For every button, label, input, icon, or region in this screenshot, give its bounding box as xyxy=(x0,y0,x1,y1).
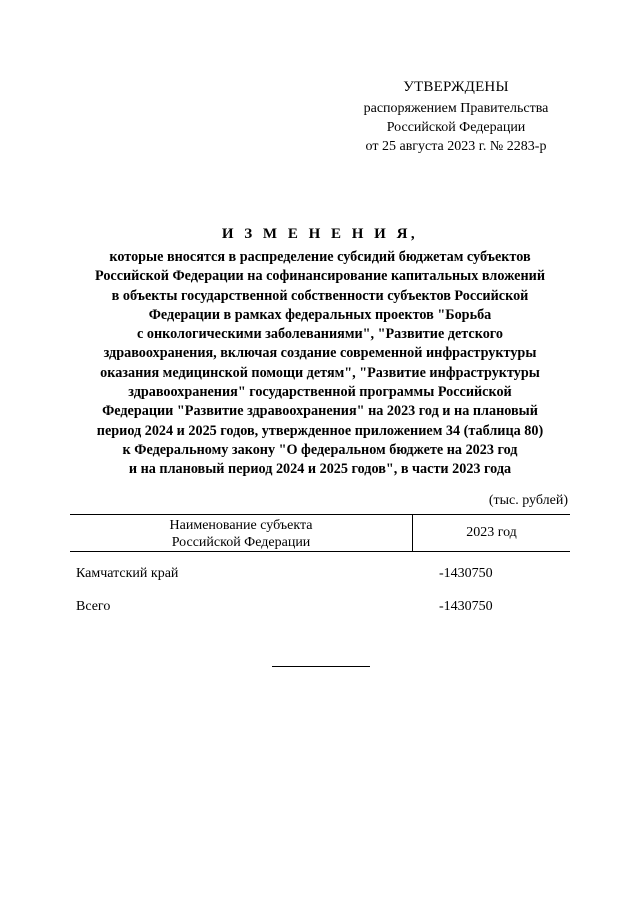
header-region-line-1: Наименование субъекта xyxy=(169,518,313,533)
document-subtitle xyxy=(60,248,580,480)
subsidy-table xyxy=(70,514,570,552)
table-row-total xyxy=(70,598,570,616)
row-total-value: -1430750 xyxy=(439,599,493,614)
end-separator xyxy=(272,666,370,667)
approval-line-2: Российской Федерации xyxy=(386,120,526,135)
approval-heading: УТВЕРЖДЕНЫ xyxy=(403,79,509,95)
approval-line-3: от 25 августа 2023 г. № 2283-р xyxy=(365,139,547,154)
subtitle-line: период 2024 и 2025 годов, утвержденное приложением 34 (таблица 80) xyxy=(96,422,544,439)
subtitle-line: Федерации "Развитие здравоохранения" на 2023 год и на плановый xyxy=(102,403,538,420)
table-header xyxy=(70,514,570,552)
row-value: -1430750 xyxy=(439,566,493,581)
document-title: И З М Е Н Е Н И Я, xyxy=(221,226,419,242)
subtitle-line: с онкологическими заболеваниями", "Развитие детского xyxy=(137,326,503,343)
subtitle-line: к Федеральному закону "О федеральном бюджете на 2023 год xyxy=(122,441,518,458)
subtitle-line: которые вносятся в распределение субсидий бюджетам субъектов xyxy=(109,249,531,265)
table-row xyxy=(70,565,570,583)
approval-line-1: распоряжением Правительства xyxy=(363,101,549,116)
subtitle-line: Российской Федерации на софинансирование капитальных вложений xyxy=(95,268,545,285)
subtitle-line: в объекты государственной собственности субъектов Российской xyxy=(111,287,529,304)
subtitle-line: и на плановый период 2024 и 2025 годов", в части 2023 года xyxy=(128,461,512,478)
row-region-name: Камчатский край xyxy=(76,566,179,581)
subtitle-line: оказания медицинской помощи детям", "Развитие инфраструктуры xyxy=(100,364,540,381)
header-region-line-2: Российской Федерации xyxy=(171,535,311,550)
header-year: 2023 год xyxy=(466,525,517,540)
subtitle-line: Федерации в рамках федеральных проектов "Борьба xyxy=(148,306,492,323)
approval-block xyxy=(346,78,566,156)
subtitle-line: здравоохранения" государственной программы Российской xyxy=(128,384,512,401)
subtitle-line: здравоохранения, включая создание современной инфраструктуры xyxy=(103,345,537,362)
units-label: (тыс. рублей) xyxy=(488,493,568,508)
header-region-name xyxy=(70,515,413,551)
row-total-label: Всего xyxy=(76,599,111,614)
